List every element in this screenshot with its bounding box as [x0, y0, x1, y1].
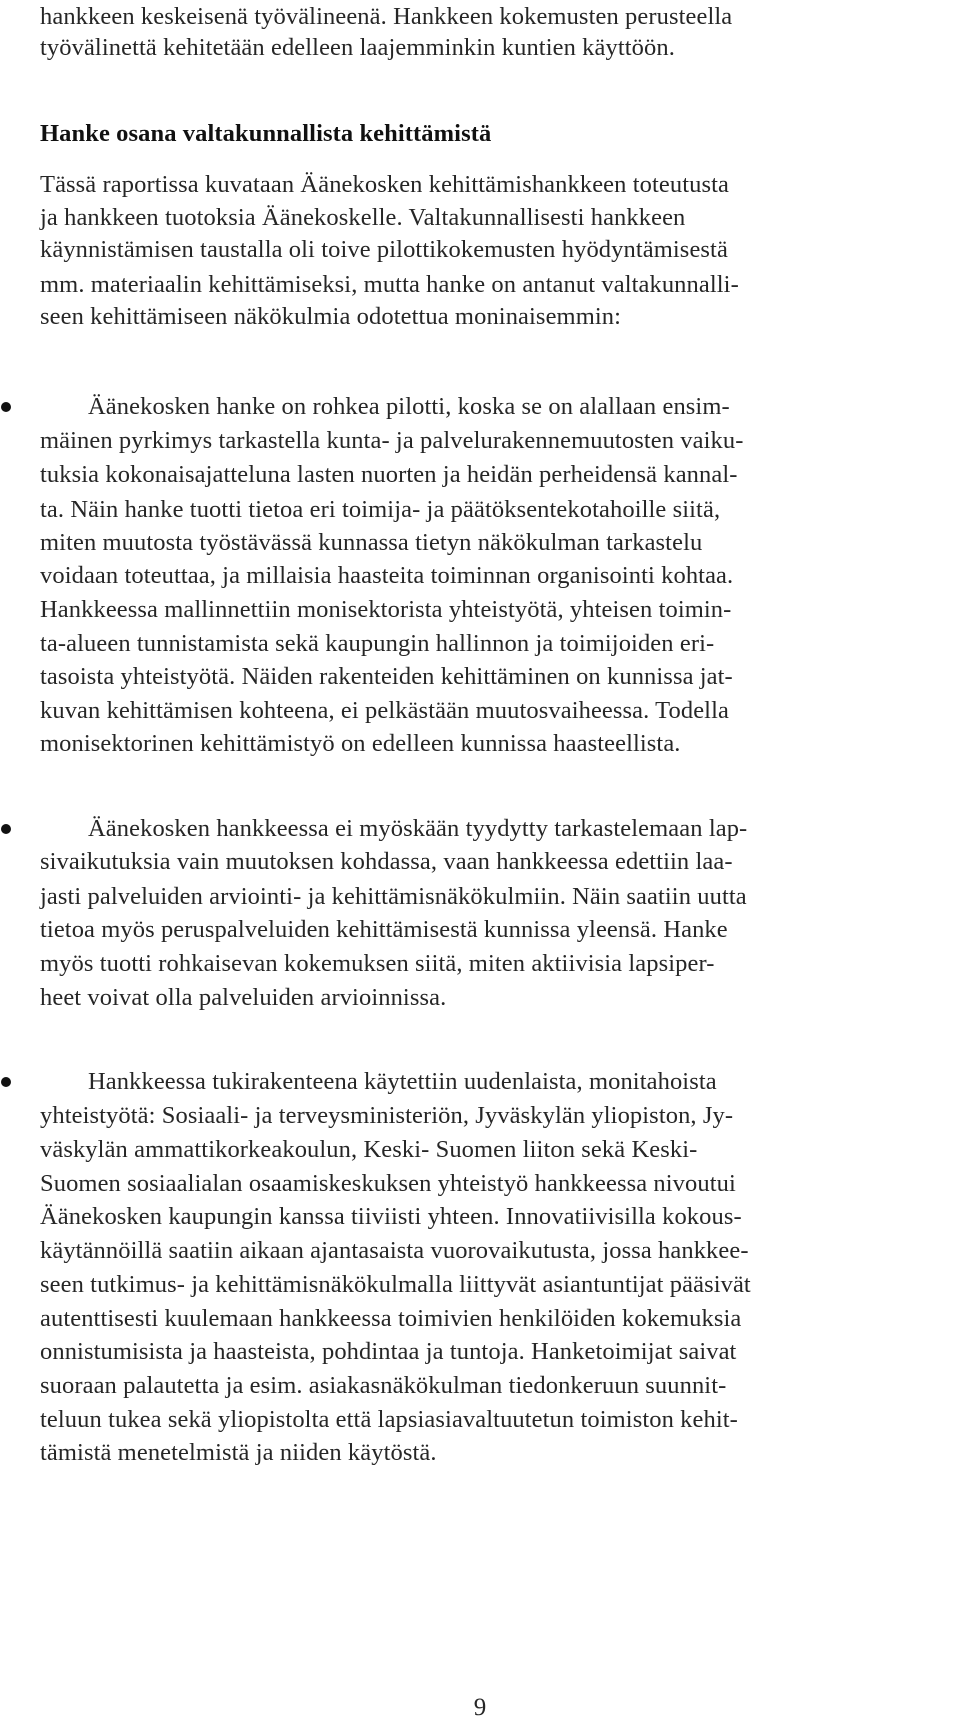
text-line: seen kehittämiseen näkökulmia odotettua moninaisemmin: [40, 303, 622, 330]
text-line: ta-alueen tunnistamista sekä kaupungin hallinnon ja toimijoiden eri- [40, 630, 715, 657]
bullet-icon [1, 1077, 11, 1087]
text-line: Äänekosken hankkeessa ei myöskään tyydytty tarkastelemaan lap- [88, 815, 748, 842]
text-line: heet voivat olla palveluiden arvioinnissa. [40, 984, 447, 1011]
text-line: autenttisesti kuulemaan hankkeessa toimivien henkilöiden kokemuksia [40, 1305, 742, 1332]
text-line: mm. materiaalin kehittämiseksi, mutta hanke on antanut valtakunnalli- [40, 271, 739, 298]
text-line: Tässä raportissa kuvataan Äänekosken kehittämishankkeen toteutusta [40, 171, 729, 198]
page-number: 9 [473, 1694, 487, 1721]
text-line: seen tutkimus- ja kehittämisnäkökulmalla liittyvät asiantuntijat pääsivät [40, 1271, 751, 1298]
text-line: miten muutosta työstävässä kunnassa tietyn näkökulman tarkastelu [40, 529, 703, 556]
bullet-icon [1, 824, 11, 834]
text-line: ta. Näin hanke tuotti tietoa eri toimija- ja päätöksentekotahoille siitä, [40, 496, 721, 523]
text-line: mäinen pyrkimys tarkastella kunta- ja palvelurakennemuutosten vaiku- [40, 427, 744, 454]
text-line: monisektorinen kehittämistyö on edelleen kunnissa haasteellista. [40, 730, 681, 757]
text-line: tasoista yhteistyötä. Näiden rakenteiden kehittäminen on kunnissa jat- [40, 663, 733, 690]
text-line: voidaan toteuttaa, ja millaisia haasteita toiminnan organisointi kohtaa. [40, 562, 734, 589]
text-line: Äänekosken hanke on rohkea pilotti, koska se on alallaan ensim- [88, 393, 730, 420]
text-line: teluun tukea sekä yliopistolta että lapsiasiavaltuutetun toimiston kehit- [40, 1406, 738, 1433]
bullet-icon [1, 402, 11, 412]
text-line: jasti palveluiden arviointi- ja kehittämisnäkökulmiin. Näin saatiin uutta [40, 883, 747, 910]
section-heading: Hanke osana valtakunnallista kehittämistä [40, 120, 492, 147]
text-line: Hankkeessa tukirakenteena käytettiin uudenlaista, monitahoista [88, 1068, 717, 1095]
text-line: käynnistämisen taustalla oli toive pilottikokemusten hyödyntämisestä [40, 236, 728, 263]
text-line: onnistumisista ja haasteista, pohdintaa ja tuntoja. Hanketoimijat saivat [40, 1338, 737, 1365]
text-line: yhteistyötä: Sosiaali- ja terveysministeriön, Jyväskylän yliopiston, Jy- [40, 1102, 734, 1129]
text-line: Suomen sosiaalialan osaamiskeskuksen yhteistyö hankkeessa nivoutui [40, 1170, 736, 1197]
text-line: väskylän ammattikorkeakoulun, Keski- Suomen liiton sekä Keski- [40, 1136, 698, 1163]
text-line: käytännöillä saatiin aikaan ajantasaista vuorovaikutusta, jossa hankkee- [40, 1237, 749, 1264]
text-line: ja hankkeen tuotoksia Äänekoskelle. Valtakunnallisesti hankkeen [40, 204, 686, 231]
text-line: tämistä menetelmistä ja niiden käytöstä. [40, 1439, 437, 1466]
text-line: tuksia kokonaisajatteluna lasten nuorten ja heidän perheidensä kannal- [40, 461, 738, 488]
text-line: kuvan kehittämisen kohteena, ei pelkästään muutosvaiheessa. Todella [40, 697, 729, 724]
text-line: Hankkeessa mallinnettiin monisektorista yhteistyötä, yhteisen toimin- [40, 596, 732, 623]
text-line: työvälinettä kehitetään edelleen laajemminkin kuntien käyttöön. [40, 34, 675, 61]
text-line: myös tuotti rohkaisevan kokemuksen siitä, miten aktiivisia lapsiper- [40, 950, 715, 977]
text-line: Äänekosken kaupungin kanssa tiiviisti yhteen. Innovatiivisilla kokous- [40, 1203, 742, 1230]
text-line: hankkeen keskeisenä työvälineenä. Hankkeen kokemusten perusteella [40, 3, 733, 30]
text-line: suoraan palautetta ja esim. asiakasnäkökulman tiedonkeruun suunnit- [40, 1372, 727, 1399]
text-line: sivaikutuksia vain muutoksen kohdassa, vaan hankkeessa edettiin laa- [40, 848, 733, 875]
text-line: tietoa myös peruspalveluiden kehittämisestä kunnissa yleensä. Hanke [40, 916, 728, 943]
